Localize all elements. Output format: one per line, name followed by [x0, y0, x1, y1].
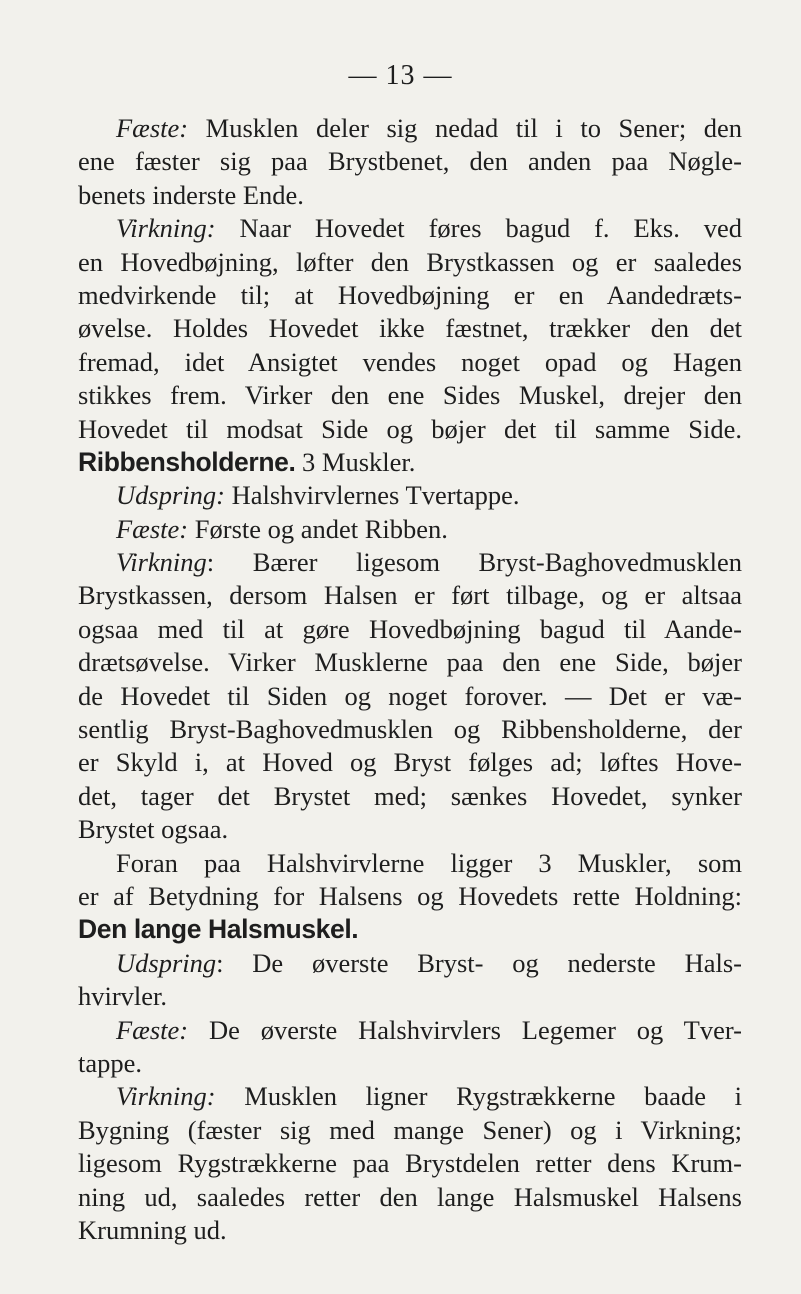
line-text: Krumning ud. — [78, 1214, 227, 1245]
field-label: Fæste: — [116, 513, 189, 544]
line-text: Bygning (fæster sig med mange Sener) og i Virkning; — [78, 1114, 742, 1145]
text-line — [78, 346, 742, 379]
field-label: Udspring: — [116, 480, 225, 511]
text-line — [78, 446, 742, 479]
line-text: stikkes frem. Virker den ene Sides Muskel, drejer den — [78, 380, 742, 411]
text-line — [78, 413, 742, 446]
line-text: Halshvirvlernes Tvertappe. — [224, 480, 520, 511]
text-line — [78, 179, 742, 212]
text-line — [78, 847, 742, 880]
text-line — [78, 713, 742, 746]
text-line — [78, 646, 742, 679]
line-text: ene fæster sig paa Brystbenet, den anden paa Nøgle- — [78, 146, 742, 177]
text-line — [78, 1114, 742, 1147]
text-line — [78, 746, 742, 779]
line-text: Musklen deler sig nedad til i to Sener; den — [188, 113, 742, 143]
body-text — [78, 112, 742, 1247]
field-label: Fæste: — [116, 1014, 189, 1045]
text-line — [78, 145, 742, 178]
line-text: medvirkende til; at Hovedbøjning er en Aandedræts- — [78, 279, 742, 310]
line-text: De øverste Halshvirvlers Legemer og Tver- — [188, 1014, 742, 1045]
text-line — [78, 312, 742, 345]
page-number: — 13 — — [348, 60, 453, 91]
line-text: fremad, idet Ansigtet vendes noget opad og Hagen — [78, 346, 742, 377]
line-text: ning ud, saaledes retter den lange Halsmuskel Halsens — [78, 1181, 742, 1212]
line-text: Første og andet Ribben. — [188, 513, 448, 544]
line-text: drætsøvelse. Virker Musklerne paa den ene Side, bøjer — [78, 647, 742, 678]
text-line — [78, 980, 742, 1013]
line-text: Musklen ligner Rygstrækkerne baade i — [215, 1081, 742, 1112]
line-text: ogsaa med til at gøre Hovedbøjning bagud til Aande- — [78, 613, 742, 644]
line-text: benets inderste Ende. — [78, 179, 304, 210]
text-line — [78, 1080, 742, 1113]
text-line — [78, 813, 742, 846]
text-line — [78, 546, 742, 579]
text-line — [78, 279, 742, 312]
line-text: de Hovedet til Siden og noget forover. — Det er væ- — [78, 680, 742, 711]
field-label: Virkning: — [116, 1081, 216, 1112]
section-heading: Den lange Halsmuskel. — [78, 914, 359, 945]
text-line — [78, 680, 742, 713]
section-heading: Ribbensholderne. — [78, 446, 296, 477]
text-line — [78, 1147, 742, 1180]
line-text: øvelse. Holdes Hovedet ikke fæstnet, trækker den det — [78, 313, 742, 344]
line-text: Brystkassen, dersom Halsen er ført tilbage, og er altsaa — [78, 580, 742, 611]
text-line — [78, 246, 742, 279]
text-line — [78, 479, 742, 512]
text-line — [78, 1181, 742, 1214]
line-text: ligesom Rygstrækkerne paa Brystdelen retter dens Krum- — [78, 1148, 742, 1179]
text-line — [78, 1014, 742, 1047]
text-line — [78, 613, 742, 646]
text-line — [78, 513, 742, 546]
text-line — [78, 880, 742, 913]
text-line — [78, 780, 742, 813]
line-text: 3 Muskler. — [295, 446, 416, 477]
text-line — [78, 1214, 742, 1247]
line-text: hvirvler. — [78, 981, 168, 1012]
line-text: det, tager det Brystet med; sænkes Hovedet, synker — [78, 780, 742, 811]
line-text: Brystet ogsaa. — [78, 814, 229, 845]
text-line — [78, 212, 742, 245]
field-label: Fæste: — [116, 113, 189, 143]
line-text: : Bærer ligesom Bryst-Baghovedmusklen — [206, 547, 742, 578]
line-text: : De øverste Bryst- og nederste Hals- — [216, 947, 742, 978]
line-text: Hovedet til modsat Side og bøjer det til samme Side. — [78, 413, 742, 444]
text-line — [78, 947, 742, 980]
text-line — [78, 913, 742, 946]
field-label: Udspring — [116, 947, 217, 978]
text-line — [78, 112, 742, 145]
field-label: Virkning — [116, 547, 207, 578]
field-label: Virkning: — [116, 213, 216, 244]
line-text: Naar Hovedet føres bagud f. Eks. ved — [215, 213, 742, 244]
line-text: Foran paa Halshvirvlerne ligger 3 Muskler, som — [116, 847, 742, 878]
line-text: tappe. — [78, 1047, 143, 1078]
text-line — [78, 379, 742, 412]
text-line — [78, 579, 742, 612]
line-text: er af Betydning for Halsens og Hovedets rette Holdning: — [78, 880, 742, 911]
text-line — [78, 1047, 742, 1080]
line-text: er Skyld i, at Hoved og Bryst følges ad; løftes Hove- — [78, 747, 742, 778]
line-text: en Hovedbøjning, løfter den Brystkassen og er saaledes — [78, 246, 742, 277]
line-text: sentlig Bryst-Baghovedmusklen og Ribbensholderne, der — [78, 714, 742, 745]
